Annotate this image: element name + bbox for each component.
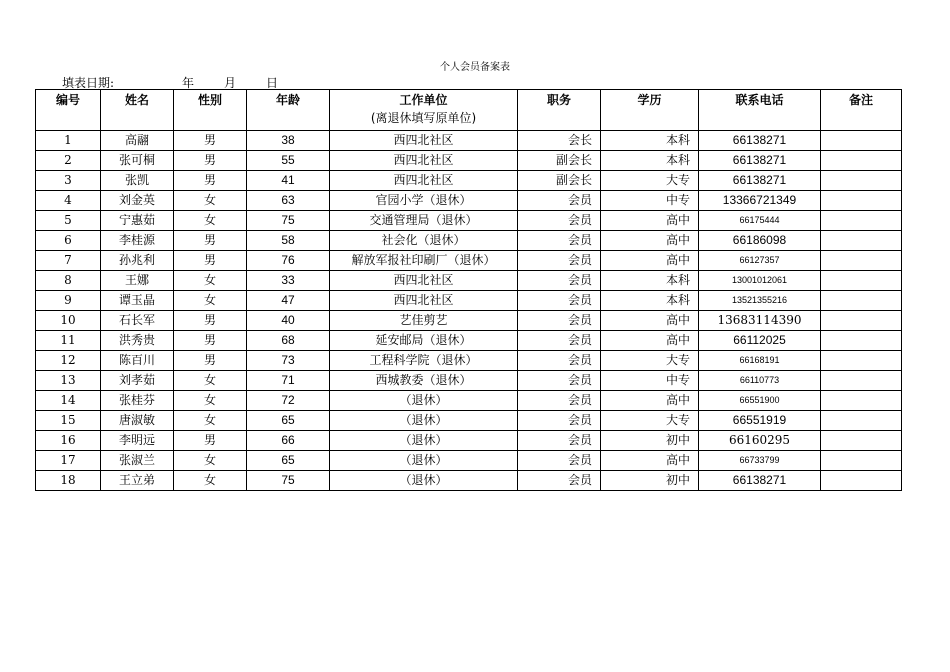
cell-phone: 66112025 (699, 331, 821, 351)
cell-gender: 男 (174, 131, 247, 151)
cell-age: 33 (247, 271, 330, 291)
table-row (36, 191, 902, 211)
table-row (36, 311, 902, 331)
cell-education: 本科 (601, 151, 699, 171)
cell-note (821, 331, 902, 351)
cell-age: 65 (247, 451, 330, 471)
cell-phone: 66160295 (699, 431, 821, 451)
cell-age: 75 (247, 211, 330, 231)
cell-age: 38 (247, 131, 330, 151)
cell-education: 高中 (601, 251, 699, 271)
cell-id: 10 (36, 311, 101, 331)
table-row (36, 251, 902, 271)
cell-education: 本科 (601, 131, 699, 151)
cell-position: 会员 (518, 231, 601, 251)
cell-workplace: 西四北社区 (330, 171, 518, 191)
cell-education: 高中 (601, 211, 699, 231)
cell-position: 会员 (518, 431, 601, 451)
cell-phone: 66168191 (699, 351, 821, 371)
cell-phone: 66551919 (699, 411, 821, 431)
cell-position: 会员 (518, 471, 601, 491)
table-row (36, 471, 902, 491)
cell-id: 11 (36, 331, 101, 351)
cell-id: 17 (36, 451, 101, 471)
cell-id: 9 (36, 291, 101, 311)
table-row (36, 411, 902, 431)
cell-position: 会长 (518, 131, 601, 151)
cell-education: 中专 (601, 371, 699, 391)
cell-age: 40 (247, 311, 330, 331)
table-row (36, 391, 902, 411)
cell-name: 陈百川 (101, 351, 174, 371)
cell-gender: 男 (174, 331, 247, 351)
cell-phone: 66138271 (699, 151, 821, 171)
header-name: 姓名 (101, 90, 174, 131)
cell-age: 73 (247, 351, 330, 371)
cell-education: 高中 (601, 311, 699, 331)
cell-position: 会员 (518, 391, 601, 411)
cell-workplace: 社会化（退休） (330, 231, 518, 251)
cell-position: 会员 (518, 271, 601, 291)
cell-name: 洪秀贵 (101, 331, 174, 351)
cell-gender: 男 (174, 431, 247, 451)
table-row (36, 131, 902, 151)
cell-name: 李明远 (101, 431, 174, 451)
header-workplace (330, 90, 518, 131)
fill-date-month: 月 (224, 76, 237, 90)
header-note: 备注 (821, 90, 902, 131)
cell-id: 4 (36, 191, 101, 211)
cell-workplace: （退休） (330, 471, 518, 491)
cell-id: 8 (36, 271, 101, 291)
cell-workplace: 西四北社区 (330, 131, 518, 151)
cell-name: 刘孝茹 (101, 371, 174, 391)
cell-gender: 女 (174, 411, 247, 431)
cell-education: 中专 (601, 191, 699, 211)
cell-phone: 66175444 (699, 211, 821, 231)
cell-note (821, 151, 902, 171)
cell-note (821, 251, 902, 271)
cell-gender: 男 (174, 231, 247, 251)
cell-note (821, 451, 902, 471)
cell-education: 高中 (601, 451, 699, 471)
header-gender: 性别 (174, 90, 247, 131)
cell-gender: 女 (174, 291, 247, 311)
cell-id: 1 (36, 131, 101, 151)
cell-gender: 女 (174, 451, 247, 471)
cell-education: 初中 (601, 471, 699, 491)
cell-id: 15 (36, 411, 101, 431)
cell-position: 会员 (518, 191, 601, 211)
cell-workplace: 官园小学（退休） (330, 191, 518, 211)
cell-age: 63 (247, 191, 330, 211)
cell-age: 47 (247, 291, 330, 311)
cell-note (821, 391, 902, 411)
cell-position: 会员 (518, 291, 601, 311)
header-position: 职务 (518, 90, 601, 131)
cell-age: 41 (247, 171, 330, 191)
cell-education: 大专 (601, 351, 699, 371)
cell-workplace: 西城教委（退休） (330, 371, 518, 391)
cell-age: 71 (247, 371, 330, 391)
cell-name: 石长军 (101, 311, 174, 331)
cell-name: 王立弟 (101, 471, 174, 491)
cell-name: 唐淑敏 (101, 411, 174, 431)
cell-note (821, 471, 902, 491)
cell-id: 7 (36, 251, 101, 271)
cell-position: 副会长 (518, 171, 601, 191)
fill-date-label: 填表日期: (62, 76, 115, 90)
cell-gender: 男 (174, 311, 247, 331)
table-row (36, 331, 902, 351)
header-workplace-sub: (离退休填写原单位) (370, 111, 477, 125)
cell-workplace: 艺佳剪艺 (330, 311, 518, 331)
cell-note (821, 171, 902, 191)
cell-workplace: （退休） (330, 431, 518, 451)
cell-age: 68 (247, 331, 330, 351)
cell-education: 高中 (601, 391, 699, 411)
member-table (35, 89, 902, 491)
cell-note (821, 411, 902, 431)
cell-gender: 男 (174, 171, 247, 191)
cell-note (821, 431, 902, 451)
table-row (36, 371, 902, 391)
table-row (36, 431, 902, 451)
cell-phone: 13521355216 (699, 291, 821, 311)
cell-workplace: 延安邮局（退休） (330, 331, 518, 351)
cell-id: 13 (36, 371, 101, 391)
cell-note (821, 371, 902, 391)
header-id: 编号 (36, 90, 101, 131)
cell-id: 16 (36, 431, 101, 451)
cell-education: 高中 (601, 331, 699, 351)
cell-position: 会员 (518, 311, 601, 331)
fill-date-day: 日 (266, 76, 279, 90)
cell-phone: 66186098 (699, 231, 821, 251)
cell-phone: 66127357 (699, 251, 821, 271)
cell-workplace: （退休） (330, 451, 518, 471)
cell-gender: 女 (174, 271, 247, 291)
cell-phone: 66733799 (699, 451, 821, 471)
cell-gender: 女 (174, 191, 247, 211)
cell-id: 6 (36, 231, 101, 251)
cell-note (821, 311, 902, 331)
cell-age: 65 (247, 411, 330, 431)
cell-workplace: 解放军报社印刷厂（退休） (330, 251, 518, 271)
table-body (36, 131, 902, 491)
cell-note (821, 211, 902, 231)
table-row (36, 151, 902, 171)
cell-id: 3 (36, 171, 101, 191)
cell-age: 75 (247, 471, 330, 491)
cell-name: 王娜 (101, 271, 174, 291)
cell-workplace: （退休） (330, 411, 518, 431)
cell-phone: 66138271 (699, 171, 821, 191)
cell-education: 本科 (601, 291, 699, 311)
cell-workplace: 西四北社区 (330, 291, 518, 311)
cell-gender: 女 (174, 211, 247, 231)
table-row (36, 231, 902, 251)
cell-workplace: 交通管理局（退休） (330, 211, 518, 231)
header-phone: 联系电话 (699, 90, 821, 131)
cell-note (821, 291, 902, 311)
cell-phone: 13001012061 (699, 271, 821, 291)
cell-position: 会员 (518, 371, 601, 391)
cell-position: 副会长 (518, 151, 601, 171)
cell-note (821, 231, 902, 251)
cell-note (821, 131, 902, 151)
header-education: 学历 (601, 90, 699, 131)
page-title: 个人会员备案表 (440, 62, 510, 73)
cell-position: 会员 (518, 251, 601, 271)
cell-gender: 男 (174, 351, 247, 371)
cell-education: 高中 (601, 231, 699, 251)
cell-name: 李桂源 (101, 231, 174, 251)
cell-phone: 66551900 (699, 391, 821, 411)
cell-note (821, 271, 902, 291)
cell-note (821, 191, 902, 211)
cell-position: 会员 (518, 411, 601, 431)
cell-name: 孙兆利 (101, 251, 174, 271)
cell-id: 18 (36, 471, 101, 491)
cell-name: 高翮 (101, 131, 174, 151)
table-header-row (36, 90, 902, 131)
cell-id: 2 (36, 151, 101, 171)
cell-phone: 13366721349 (699, 191, 821, 211)
cell-name: 张可桐 (101, 151, 174, 171)
cell-name: 刘金英 (101, 191, 174, 211)
header-age: 年龄 (247, 90, 330, 131)
cell-age: 76 (247, 251, 330, 271)
cell-position: 会员 (518, 351, 601, 371)
cell-id: 12 (36, 351, 101, 371)
cell-workplace: 工程科学院（退休） (330, 351, 518, 371)
cell-education: 本科 (601, 271, 699, 291)
cell-age: 72 (247, 391, 330, 411)
cell-age: 58 (247, 231, 330, 251)
cell-phone: 66110773 (699, 371, 821, 391)
cell-gender: 男 (174, 151, 247, 171)
cell-note (821, 351, 902, 371)
table-row (36, 271, 902, 291)
cell-age: 66 (247, 431, 330, 451)
table-row (36, 451, 902, 471)
header-workplace-label: 工作单位 (399, 93, 448, 107)
table-row (36, 291, 902, 311)
cell-workplace: 西四北社区 (330, 151, 518, 171)
fill-date-year: 年 (182, 76, 195, 90)
cell-name: 宁惠茹 (101, 211, 174, 231)
table-row (36, 351, 902, 371)
cell-phone: 13683114390 (699, 311, 821, 331)
cell-id: 14 (36, 391, 101, 411)
cell-education: 大专 (601, 411, 699, 431)
cell-phone: 66138271 (699, 471, 821, 491)
cell-position: 会员 (518, 211, 601, 231)
cell-gender: 女 (174, 471, 247, 491)
cell-education: 初中 (601, 431, 699, 451)
cell-age: 55 (247, 151, 330, 171)
cell-education: 大专 (601, 171, 699, 191)
cell-position: 会员 (518, 451, 601, 471)
cell-phone: 66138271 (699, 131, 821, 151)
table-row (36, 211, 902, 231)
cell-id: 5 (36, 211, 101, 231)
cell-gender: 女 (174, 371, 247, 391)
cell-name: 谭玉晶 (101, 291, 174, 311)
cell-workplace: 西四北社区 (330, 271, 518, 291)
cell-gender: 男 (174, 251, 247, 271)
cell-name: 张凯 (101, 171, 174, 191)
cell-name: 张桂芬 (101, 391, 174, 411)
cell-workplace: （退休） (330, 391, 518, 411)
table-row (36, 171, 902, 191)
cell-gender: 女 (174, 391, 247, 411)
cell-position: 会员 (518, 331, 601, 351)
cell-name: 张淑兰 (101, 451, 174, 471)
